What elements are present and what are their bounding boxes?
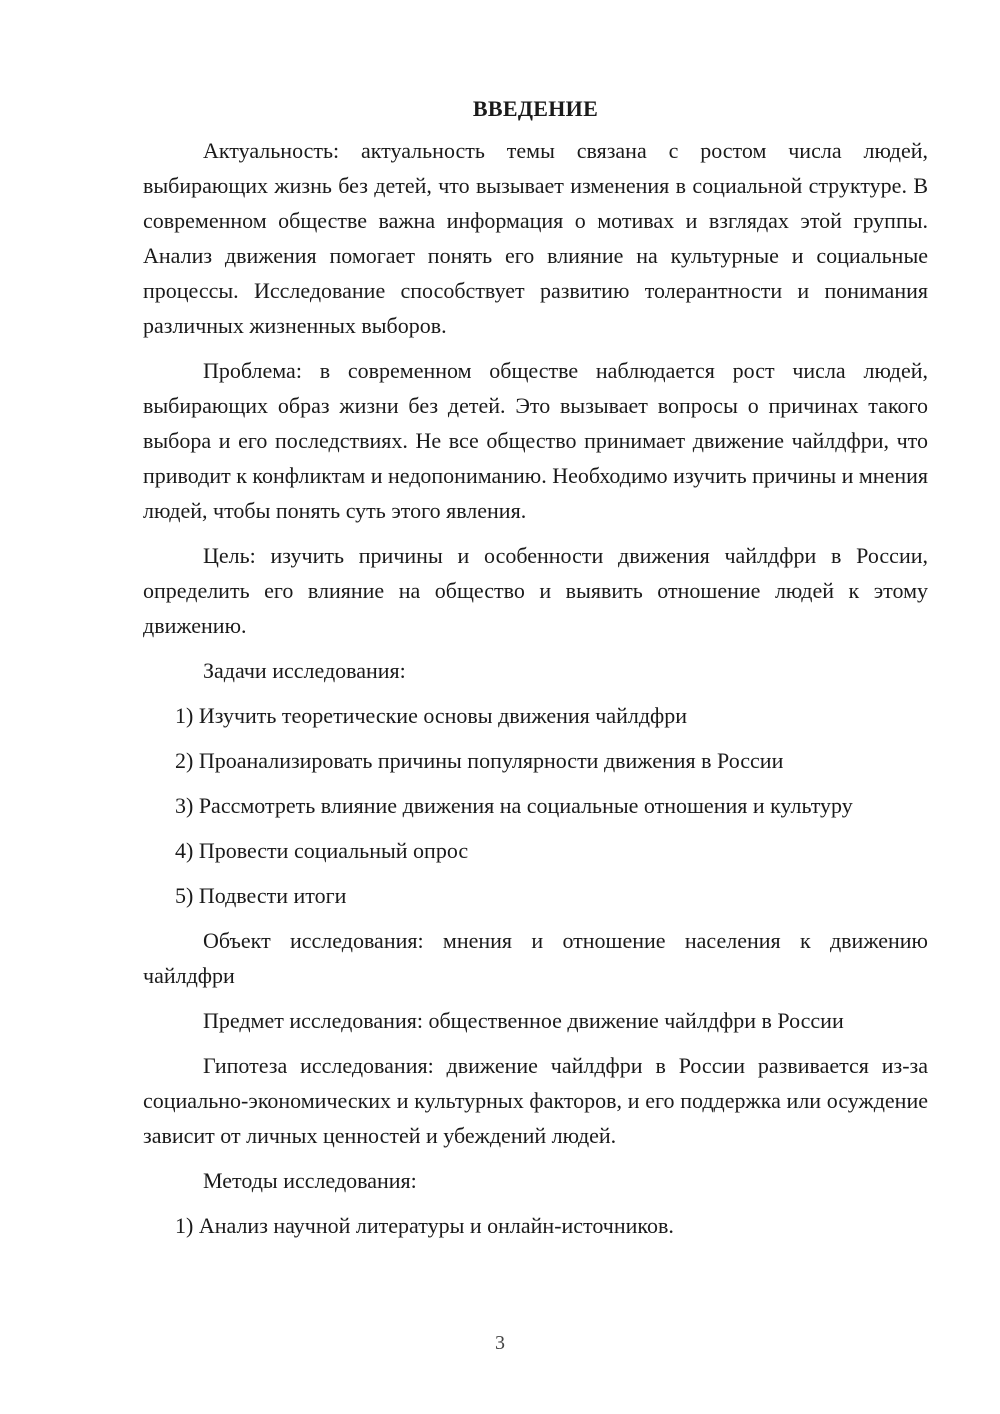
relevance-paragraph: Актуальность: актуальность темы связана с ростом числа людей, выбирающих жизнь без детей, что вызывает изменения в социальной структуре. В современном обществе важна информация о мотивах и взглядах этой группы. Анализ движения помогает понять его влияние на культурные и социальные процессы. Исследование способствует развитию толерантности и понимания различных жизненных выборов.	[143, 138, 928, 338]
task-item: 1) Изучить теоретические основы движения чайлдфри	[175, 703, 688, 728]
page-number: 3	[495, 1332, 505, 1354]
task-item: 2) Проанализировать причины популярности движения в России	[175, 748, 784, 773]
task-item: 5) Подвести итоги	[175, 883, 347, 908]
goal-paragraph: Цель: изучить причины и особенности движения чайлдфри в России, определить его влияние на общество и выявить отношение людей к этому движению.	[143, 543, 928, 638]
object-paragraph: Объект исследования: мнения и отношение населения к движению чайлдфри	[143, 928, 928, 988]
task-item: 4) Провести социальный опрос	[175, 838, 469, 863]
page-body	[143, 94, 928, 1253]
subject-paragraph: Предмет исследования: общественное движение чайлдфри в России	[203, 1008, 844, 1033]
task-item: 3) Рассмотреть влияние движения на социальные отношения и культуру	[175, 793, 853, 818]
method-item: 1) Анализ научной литературы и онлайн-источников.	[175, 1213, 674, 1238]
hypothesis-paragraph: Гипотеза исследования: движение чайлдфри в России развивается из-за социально-экономических и культурных факторов, и его поддержка или осуждение зависит от личных ценностей и убеждений людей.	[143, 1053, 928, 1148]
tasks-heading: Задачи исследования:	[203, 658, 406, 683]
methods-heading: Методы исследования:	[203, 1168, 417, 1193]
section-heading: ВВЕДЕНИЕ	[472, 96, 599, 121]
problem-paragraph: Проблема: в современном обществе наблюдается рост числа людей, выбирающих образ жизни без детей. Это вызывает вопросы о причинах такого выбора и его последствиях. Не все общество принимает движение чайлдфри, что приводит к конфликтам и недопониманию. Необходимо изучить причины и мнения людей, чтобы понять суть этого явления.	[143, 358, 928, 523]
